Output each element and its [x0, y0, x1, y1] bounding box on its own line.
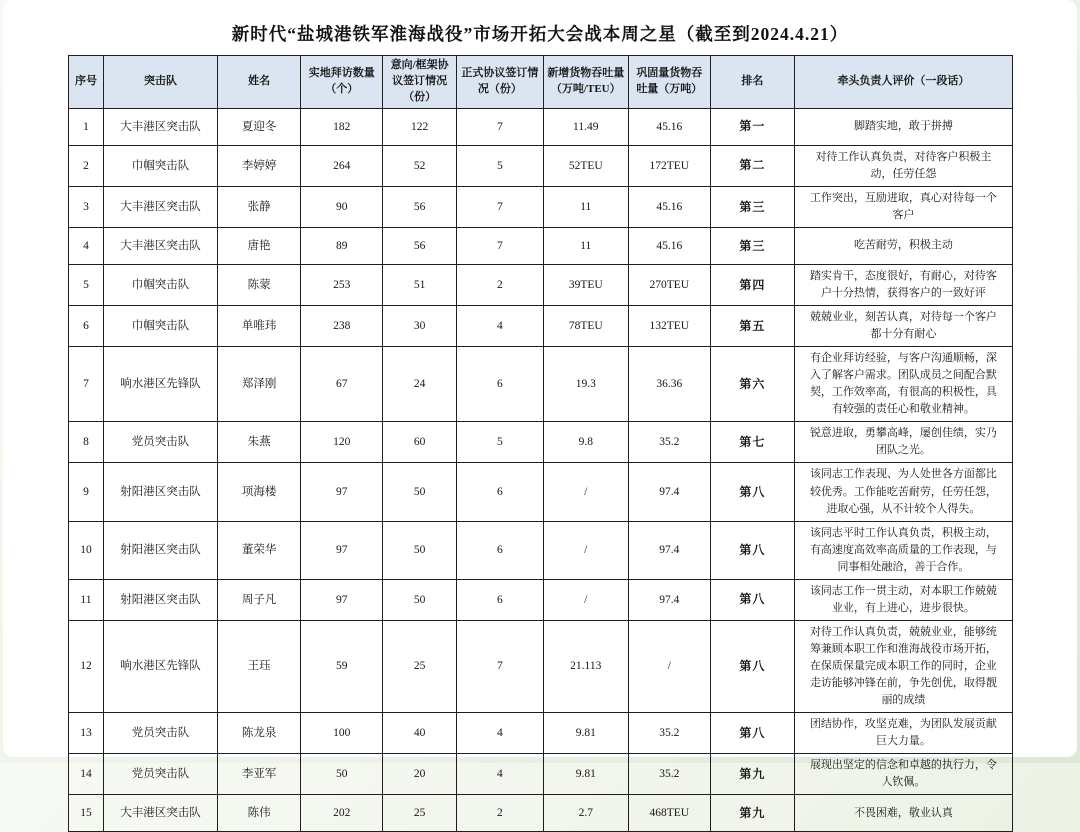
- cell-consolidated-throughput: 97.4: [628, 463, 710, 521]
- cell-name: 陈伟: [218, 795, 301, 832]
- cell-rank: 第三: [710, 186, 794, 227]
- cell-visits: 264: [301, 145, 383, 186]
- cell-consolidated-throughput: 35.2: [628, 422, 710, 463]
- cell-intent-agreements: 25: [383, 620, 457, 712]
- cell-new-throughput: 39TEU: [543, 265, 628, 306]
- table-row: [69, 108, 1013, 145]
- cell-rank: 第一: [710, 108, 794, 145]
- cell-formal-agreements: 7: [456, 186, 543, 227]
- cell-seq: 5: [69, 265, 104, 306]
- cell-seq: 3: [69, 186, 104, 227]
- cell-consolidated-throughput: 35.2: [628, 713, 710, 754]
- cell-seq: 15: [69, 795, 104, 832]
- cell-team: 巾帼突击队: [103, 265, 217, 306]
- cell-name: 朱燕: [218, 422, 301, 463]
- cell-intent-agreements: 30: [383, 306, 457, 347]
- cell-team: 射阳港区突击队: [103, 463, 217, 521]
- column-header-visits: 实地拜访数量（个）: [301, 56, 383, 109]
- cell-evaluation: 团结协作，攻坚克难，为团队发展贡献巨大力量。: [794, 713, 1012, 754]
- column-header-seq: 序号: [69, 56, 104, 109]
- cell-rank: 第六: [710, 347, 794, 422]
- cell-seq: 7: [69, 347, 104, 422]
- table-row: [69, 306, 1013, 347]
- cell-formal-agreements: 4: [456, 713, 543, 754]
- cell-rank: 第三: [710, 228, 794, 265]
- cell-intent-agreements: 24: [383, 347, 457, 422]
- cell-rank: 第九: [710, 754, 794, 795]
- cell-seq: 6: [69, 306, 104, 347]
- cell-intent-agreements: 56: [383, 186, 457, 227]
- cell-seq: 14: [69, 754, 104, 795]
- cell-rank: 第八: [710, 579, 794, 620]
- cell-new-throughput: 11: [543, 228, 628, 265]
- cell-rank: 第五: [710, 306, 794, 347]
- table-row: [69, 186, 1013, 227]
- performance-table-container: [68, 55, 1013, 832]
- table-header-row: [69, 56, 1013, 109]
- column-header-team: 突击队: [103, 56, 217, 109]
- table-row: [69, 754, 1013, 795]
- cell-evaluation: 锐意进取，勇攀高峰，屡创佳绩，实乃团队之光。: [794, 422, 1012, 463]
- cell-rank: 第八: [710, 620, 794, 712]
- cell-evaluation: 有企业拜访经验，与客户沟通顺畅，深入了解客户需求。团队成员之间配合默契，工作效率高，有很高的积极性，具有较强的责任心和敬业精神。: [794, 347, 1012, 422]
- cell-rank: 第七: [710, 422, 794, 463]
- column-header-name: 姓名: [218, 56, 301, 109]
- cell-evaluation: 吃苦耐劳，积极主动: [794, 228, 1012, 265]
- column-header-intent-agreements: 意向/框架协议签订情况（份）: [383, 56, 457, 109]
- cell-intent-agreements: 20: [383, 754, 457, 795]
- cell-team: 党员突击队: [103, 754, 217, 795]
- cell-consolidated-throughput: 172TEU: [628, 145, 710, 186]
- cell-team: 响水港区先锋队: [103, 347, 217, 422]
- cell-rank: 第八: [710, 521, 794, 579]
- cell-name: 郑泽刚: [218, 347, 301, 422]
- cell-consolidated-throughput: 45.16: [628, 228, 710, 265]
- cell-intent-agreements: 50: [383, 579, 457, 620]
- cell-consolidated-throughput: 36.36: [628, 347, 710, 422]
- cell-name: 唐艳: [218, 228, 301, 265]
- cell-name: 单唯玮: [218, 306, 301, 347]
- cell-consolidated-throughput: 45.16: [628, 108, 710, 145]
- column-header-formal-agreements: 正式协议签订情况（份）: [456, 56, 543, 109]
- cell-intent-agreements: 50: [383, 463, 457, 521]
- cell-formal-agreements: 2: [456, 795, 543, 832]
- cell-name: 董荣华: [218, 521, 301, 579]
- cell-visits: 59: [301, 620, 383, 712]
- cell-formal-agreements: 4: [456, 306, 543, 347]
- performance-table: [68, 55, 1013, 832]
- cell-new-throughput: 11.49: [543, 108, 628, 145]
- cell-team: 大丰港区突击队: [103, 186, 217, 227]
- cell-visits: 97: [301, 463, 383, 521]
- cell-name: 王珏: [218, 620, 301, 712]
- cell-consolidated-throughput: 97.4: [628, 579, 710, 620]
- cell-seq: 11: [69, 579, 104, 620]
- cell-rank: 第八: [710, 713, 794, 754]
- cell-new-throughput: 2.7: [543, 795, 628, 832]
- header-row: [69, 56, 1013, 109]
- table-row: [69, 463, 1013, 521]
- cell-visits: 100: [301, 713, 383, 754]
- cell-formal-agreements: 6: [456, 463, 543, 521]
- column-header-rank: 排名: [710, 56, 794, 109]
- cell-new-throughput: 9.8: [543, 422, 628, 463]
- cell-name: 张静: [218, 186, 301, 227]
- cell-new-throughput: 21.113: [543, 620, 628, 712]
- cell-visits: 90: [301, 186, 383, 227]
- cell-name: 项海楼: [218, 463, 301, 521]
- cell-intent-agreements: 60: [383, 422, 457, 463]
- cell-name: 李亚军: [218, 754, 301, 795]
- cell-seq: 9: [69, 463, 104, 521]
- cell-seq: 2: [69, 145, 104, 186]
- cell-evaluation: 展现出坚定的信念和卓越的执行力，令人钦佩。: [794, 754, 1012, 795]
- table-row: [69, 265, 1013, 306]
- column-header-consolidated-throughput: 巩固量货物吞吐量（万吨）: [628, 56, 710, 109]
- cell-team: 巾帼突击队: [103, 145, 217, 186]
- table-body: [69, 108, 1013, 831]
- cell-visits: 120: [301, 422, 383, 463]
- cell-formal-agreements: 7: [456, 108, 543, 145]
- cell-team: 大丰港区突击队: [103, 108, 217, 145]
- cell-new-throughput: /: [543, 521, 628, 579]
- cell-visits: 182: [301, 108, 383, 145]
- cell-visits: 89: [301, 228, 383, 265]
- cell-new-throughput: 19.3: [543, 347, 628, 422]
- page-title: 新时代“盐城港铁军淮海战役”市场开拓大会战本周之星（截至到2024.4.21）: [231, 24, 849, 44]
- cell-rank: 第九: [710, 795, 794, 832]
- cell-consolidated-throughput: 35.2: [628, 754, 710, 795]
- cell-intent-agreements: 50: [383, 521, 457, 579]
- cell-intent-agreements: 25: [383, 795, 457, 832]
- cell-visits: 97: [301, 521, 383, 579]
- cell-name: 李婷婷: [218, 145, 301, 186]
- cell-evaluation: 工作突出，互励进取，真心对待每一个客户: [794, 186, 1012, 227]
- cell-team: 党员突击队: [103, 713, 217, 754]
- table-row: [69, 347, 1013, 422]
- cell-visits: 67: [301, 347, 383, 422]
- cell-seq: 13: [69, 713, 104, 754]
- cell-intent-agreements: 56: [383, 228, 457, 265]
- cell-formal-agreements: 7: [456, 620, 543, 712]
- cell-seq: 4: [69, 228, 104, 265]
- table-row: [69, 713, 1013, 754]
- cell-new-throughput: /: [543, 463, 628, 521]
- cell-evaluation: 兢兢业业，刻苦认真，对待每一个客户都十分有耐心: [794, 306, 1012, 347]
- cell-consolidated-throughput: /: [628, 620, 710, 712]
- table-row: [69, 620, 1013, 712]
- table-row: [69, 422, 1013, 463]
- table-row: [69, 228, 1013, 265]
- cell-name: 陈龙泉: [218, 713, 301, 754]
- cell-formal-agreements: 6: [456, 521, 543, 579]
- cell-evaluation: 该同志工作表现、为人处世各方面都比较优秀。工作能吃苦耐劳，任劳任怨，进取心强，从不计较个人得失。: [794, 463, 1012, 521]
- cell-rank: 第四: [710, 265, 794, 306]
- table-row: [69, 145, 1013, 186]
- cell-formal-agreements: 7: [456, 228, 543, 265]
- cell-seq: 12: [69, 620, 104, 712]
- cell-visits: 238: [301, 306, 383, 347]
- cell-visits: 50: [301, 754, 383, 795]
- cell-seq: 10: [69, 521, 104, 579]
- cell-evaluation: 对待工作认真负责，对待客户积极主动，任劳任怨: [794, 145, 1012, 186]
- cell-team: 响水港区先锋队: [103, 620, 217, 712]
- cell-consolidated-throughput: 132TEU: [628, 306, 710, 347]
- cell-evaluation: 脚踏实地，敢于拼搏: [794, 108, 1012, 145]
- cell-team: 大丰港区突击队: [103, 228, 217, 265]
- column-header-new-throughput: 新增货物吞吐量（万吨/TEU）: [543, 56, 628, 109]
- cell-name: 陈蒙: [218, 265, 301, 306]
- cell-formal-agreements: 6: [456, 347, 543, 422]
- cell-intent-agreements: 52: [383, 145, 457, 186]
- cell-rank: 第二: [710, 145, 794, 186]
- cell-evaluation: 对待工作认真负责，兢兢业业，能够统筹兼顾本职工作和淮海战役市场开拓，在保质保量完成本职工作的同时，企业走访能够冲锋在前，争先创优，取得靓丽的成绩: [794, 620, 1012, 712]
- cell-formal-agreements: 5: [456, 145, 543, 186]
- table-row: [69, 579, 1013, 620]
- cell-consolidated-throughput: 468TEU: [628, 795, 710, 832]
- cell-rank: 第八: [710, 463, 794, 521]
- cell-team: 射阳港区突击队: [103, 579, 217, 620]
- cell-seq: 1: [69, 108, 104, 145]
- cell-consolidated-throughput: 45.16: [628, 186, 710, 227]
- cell-new-throughput: 11: [543, 186, 628, 227]
- cell-evaluation: 该同志工作一贯主动，对本职工作兢兢业业，有上进心，进步很快。: [794, 579, 1012, 620]
- cell-name: 周子凡: [218, 579, 301, 620]
- cell-visits: 97: [301, 579, 383, 620]
- table-row: [69, 795, 1013, 832]
- cell-evaluation: 踏实肯干，态度很好，有耐心，对待客户十分热情，获得客户的一致好评: [794, 265, 1012, 306]
- cell-evaluation: 该同志平时工作认真负责，积极主动，有高速度高效率高质量的工作表现，与同事相处融洽，善于合作。: [794, 521, 1012, 579]
- cell-team: 党员突击队: [103, 422, 217, 463]
- cell-formal-agreements: 6: [456, 579, 543, 620]
- cell-team: 大丰港区突击队: [103, 795, 217, 832]
- cell-consolidated-throughput: 97.4: [628, 521, 710, 579]
- cell-team: 射阳港区突击队: [103, 521, 217, 579]
- column-header-evaluation: 牵头负责人评价（一段话）: [794, 56, 1012, 109]
- cell-formal-agreements: 2: [456, 265, 543, 306]
- cell-seq: 8: [69, 422, 104, 463]
- cell-evaluation: 不畏困难，敬业认真: [794, 795, 1012, 832]
- cell-new-throughput: 9.81: [543, 754, 628, 795]
- cell-intent-agreements: 122: [383, 108, 457, 145]
- cell-new-throughput: 52TEU: [543, 145, 628, 186]
- table-row: [69, 521, 1013, 579]
- cell-new-throughput: 78TEU: [543, 306, 628, 347]
- cell-name: 夏迎冬: [218, 108, 301, 145]
- cell-consolidated-throughput: 270TEU: [628, 265, 710, 306]
- cell-visits: 202: [301, 795, 383, 832]
- cell-formal-agreements: 5: [456, 422, 543, 463]
- cell-intent-agreements: 40: [383, 713, 457, 754]
- document-page: [3, 0, 1077, 820]
- cell-new-throughput: 9.81: [543, 713, 628, 754]
- cell-formal-agreements: 4: [456, 754, 543, 795]
- cell-new-throughput: /: [543, 579, 628, 620]
- cell-intent-agreements: 51: [383, 265, 457, 306]
- cell-visits: 253: [301, 265, 383, 306]
- cell-team: 巾帼突击队: [103, 306, 217, 347]
